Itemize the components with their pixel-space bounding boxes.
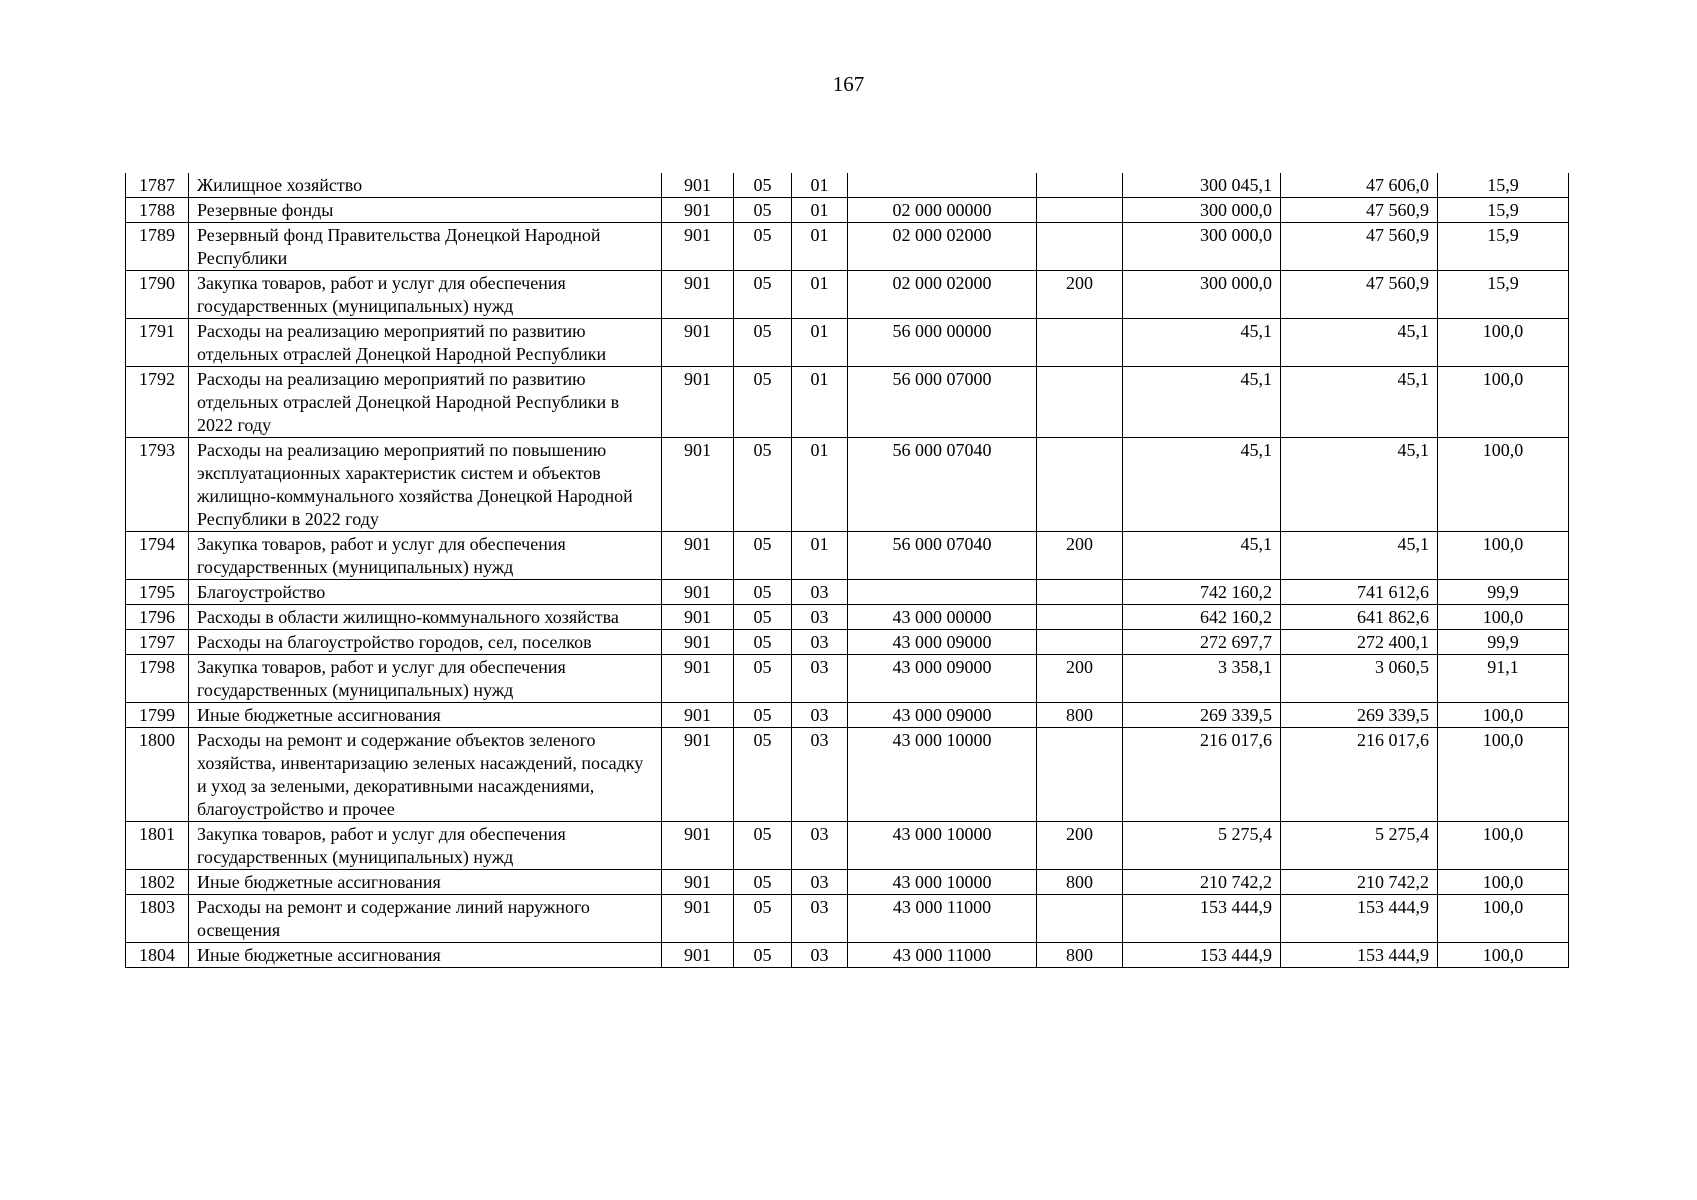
table-row bbox=[126, 438, 1569, 532]
expense-name-cell: Расходы на реализацию мероприятий по развитию отдельных отраслей Донецкой Народной Республики bbox=[189, 319, 662, 367]
expense-name-cell: Закупка товаров, работ и услуг для обеспечения государственных (муниципальных) нужд bbox=[189, 655, 662, 703]
actual-amount-cell: 45,1 bbox=[1281, 367, 1438, 438]
section-code-cell: 05 bbox=[734, 870, 792, 895]
row-number-cell: 1790 bbox=[126, 271, 189, 319]
expense-name-cell: Закупка товаров, работ и услуг для обеспечения государственных (муниципальных) нужд bbox=[189, 822, 662, 870]
section-code-cell: 05 bbox=[734, 605, 792, 630]
planned-amount-cell: 300 000,0 bbox=[1123, 198, 1281, 223]
expense-name-cell: Закупка товаров, работ и услуг для обеспечения государственных (муниципальных) нужд bbox=[189, 271, 662, 319]
expense-name-cell: Иные бюджетные ассигнования bbox=[189, 870, 662, 895]
table-row bbox=[126, 655, 1569, 703]
row-number-cell: 1795 bbox=[126, 580, 189, 605]
subsection-code-cell: 03 bbox=[792, 895, 848, 943]
row-number-cell: 1796 bbox=[126, 605, 189, 630]
department-code-cell: 901 bbox=[662, 703, 734, 728]
subsection-code-cell: 03 bbox=[792, 580, 848, 605]
row-number-cell: 1789 bbox=[126, 223, 189, 271]
row-number-cell: 1791 bbox=[126, 319, 189, 367]
actual-amount-cell: 5 275,4 bbox=[1281, 822, 1438, 870]
department-code-cell: 901 bbox=[662, 438, 734, 532]
actual-amount-cell: 210 742,2 bbox=[1281, 870, 1438, 895]
expense-name-cell: Иные бюджетные ассигнования bbox=[189, 943, 662, 968]
planned-amount-cell: 269 339,5 bbox=[1123, 703, 1281, 728]
row-number-cell: 1792 bbox=[126, 367, 189, 438]
row-number-cell: 1798 bbox=[126, 655, 189, 703]
table-row bbox=[126, 173, 1569, 198]
target-article-cell: 56 000 00000 bbox=[848, 319, 1037, 367]
target-article-cell: 43 000 10000 bbox=[848, 870, 1037, 895]
subsection-code-cell: 01 bbox=[792, 319, 848, 367]
department-code-cell: 901 bbox=[662, 728, 734, 822]
execution-percent-cell: 100,0 bbox=[1438, 703, 1569, 728]
section-code-cell: 05 bbox=[734, 728, 792, 822]
target-article-cell: 43 000 10000 bbox=[848, 728, 1037, 822]
target-article-cell: 56 000 07040 bbox=[848, 438, 1037, 532]
section-code-cell: 05 bbox=[734, 223, 792, 271]
section-code-cell: 05 bbox=[734, 532, 792, 580]
table-row bbox=[126, 822, 1569, 870]
row-number-cell: 1799 bbox=[126, 703, 189, 728]
department-code-cell: 901 bbox=[662, 319, 734, 367]
expense-name-cell: Расходы на реализацию мероприятий по развитию отдельных отраслей Донецкой Народной Республики в 2022 году bbox=[189, 367, 662, 438]
subsection-code-cell: 03 bbox=[792, 943, 848, 968]
subsection-code-cell: 01 bbox=[792, 173, 848, 198]
target-article-cell: 43 000 09000 bbox=[848, 703, 1037, 728]
table-row bbox=[126, 319, 1569, 367]
expense-type-cell bbox=[1037, 895, 1123, 943]
section-code-cell: 05 bbox=[734, 173, 792, 198]
table-row bbox=[126, 895, 1569, 943]
department-code-cell: 901 bbox=[662, 271, 734, 319]
planned-amount-cell: 210 742,2 bbox=[1123, 870, 1281, 895]
expense-type-cell bbox=[1037, 223, 1123, 271]
department-code-cell: 901 bbox=[662, 870, 734, 895]
target-article-cell: 43 000 00000 bbox=[848, 605, 1037, 630]
section-code-cell: 05 bbox=[734, 703, 792, 728]
execution-percent-cell: 15,9 bbox=[1438, 223, 1569, 271]
planned-amount-cell: 153 444,9 bbox=[1123, 895, 1281, 943]
department-code-cell: 901 bbox=[662, 532, 734, 580]
expense-name-cell: Закупка товаров, работ и услуг для обеспечения государственных (муниципальных) нужд bbox=[189, 532, 662, 580]
row-number-cell: 1797 bbox=[126, 630, 189, 655]
planned-amount-cell: 216 017,6 bbox=[1123, 728, 1281, 822]
target-article-cell: 02 000 00000 bbox=[848, 198, 1037, 223]
planned-amount-cell: 742 160,2 bbox=[1123, 580, 1281, 605]
execution-percent-cell: 100,0 bbox=[1438, 438, 1569, 532]
execution-percent-cell: 100,0 bbox=[1438, 367, 1569, 438]
department-code-cell: 901 bbox=[662, 822, 734, 870]
budget-table-body bbox=[126, 173, 1569, 968]
row-number-cell: 1802 bbox=[126, 870, 189, 895]
subsection-code-cell: 01 bbox=[792, 198, 848, 223]
expense-type-cell: 200 bbox=[1037, 822, 1123, 870]
actual-amount-cell: 3 060,5 bbox=[1281, 655, 1438, 703]
table-row bbox=[126, 271, 1569, 319]
planned-amount-cell: 642 160,2 bbox=[1123, 605, 1281, 630]
row-number-cell: 1804 bbox=[126, 943, 189, 968]
planned-amount-cell: 153 444,9 bbox=[1123, 943, 1281, 968]
expense-type-cell: 200 bbox=[1037, 655, 1123, 703]
target-article-cell: 56 000 07000 bbox=[848, 367, 1037, 438]
planned-amount-cell: 45,1 bbox=[1123, 367, 1281, 438]
subsection-code-cell: 03 bbox=[792, 822, 848, 870]
actual-amount-cell: 47 560,9 bbox=[1281, 271, 1438, 319]
actual-amount-cell: 641 862,6 bbox=[1281, 605, 1438, 630]
subsection-code-cell: 03 bbox=[792, 870, 848, 895]
actual-amount-cell: 153 444,9 bbox=[1281, 943, 1438, 968]
expense-type-cell: 200 bbox=[1037, 271, 1123, 319]
planned-amount-cell: 45,1 bbox=[1123, 319, 1281, 367]
subsection-code-cell: 01 bbox=[792, 223, 848, 271]
expense-type-cell bbox=[1037, 605, 1123, 630]
subsection-code-cell: 01 bbox=[792, 271, 848, 319]
expense-name-cell: Резервные фонды bbox=[189, 198, 662, 223]
subsection-code-cell: 01 bbox=[792, 367, 848, 438]
expense-name-cell: Резервный фонд Правительства Донецкой Народной Республики bbox=[189, 223, 662, 271]
section-code-cell: 05 bbox=[734, 895, 792, 943]
subsection-code-cell: 03 bbox=[792, 630, 848, 655]
table-row bbox=[126, 630, 1569, 655]
expense-name-cell: Расходы на благоустройство городов, сел, поселков bbox=[189, 630, 662, 655]
subsection-code-cell: 03 bbox=[792, 728, 848, 822]
execution-percent-cell: 99,9 bbox=[1438, 580, 1569, 605]
table-row bbox=[126, 532, 1569, 580]
table-row bbox=[126, 703, 1569, 728]
actual-amount-cell: 153 444,9 bbox=[1281, 895, 1438, 943]
actual-amount-cell: 269 339,5 bbox=[1281, 703, 1438, 728]
planned-amount-cell: 45,1 bbox=[1123, 532, 1281, 580]
planned-amount-cell: 45,1 bbox=[1123, 438, 1281, 532]
target-article-cell bbox=[848, 173, 1037, 198]
expense-name-cell: Жилищное хозяйство bbox=[189, 173, 662, 198]
department-code-cell: 901 bbox=[662, 198, 734, 223]
actual-amount-cell: 47 606,0 bbox=[1281, 173, 1438, 198]
expense-type-cell bbox=[1037, 630, 1123, 655]
table-row bbox=[126, 367, 1569, 438]
section-code-cell: 05 bbox=[734, 943, 792, 968]
planned-amount-cell: 5 275,4 bbox=[1123, 822, 1281, 870]
table-row bbox=[126, 198, 1569, 223]
row-number-cell: 1793 bbox=[126, 438, 189, 532]
department-code-cell: 901 bbox=[662, 580, 734, 605]
expense-type-cell bbox=[1037, 173, 1123, 198]
expense-name-cell: Расходы в области жилищно-коммунального хозяйства bbox=[189, 605, 662, 630]
target-article-cell: 56 000 07040 bbox=[848, 532, 1037, 580]
table-row bbox=[126, 223, 1569, 271]
planned-amount-cell: 272 697,7 bbox=[1123, 630, 1281, 655]
department-code-cell: 901 bbox=[662, 943, 734, 968]
actual-amount-cell: 216 017,6 bbox=[1281, 728, 1438, 822]
department-code-cell: 901 bbox=[662, 223, 734, 271]
row-number-cell: 1801 bbox=[126, 822, 189, 870]
table-row bbox=[126, 605, 1569, 630]
row-number-cell: 1788 bbox=[126, 198, 189, 223]
target-article-cell: 43 000 11000 bbox=[848, 943, 1037, 968]
department-code-cell: 901 bbox=[662, 655, 734, 703]
execution-percent-cell: 100,0 bbox=[1438, 895, 1569, 943]
expense-type-cell: 800 bbox=[1037, 943, 1123, 968]
target-article-cell: 43 000 09000 bbox=[848, 655, 1037, 703]
section-code-cell: 05 bbox=[734, 367, 792, 438]
expense-name-cell: Расходы на ремонт и содержание объектов зеленого хозяйства, инвентаризацию зеленых насаждений, посадку и уход за зелеными, декоративными насаждениями, благоустройство и прочее bbox=[189, 728, 662, 822]
target-article-cell bbox=[848, 580, 1037, 605]
execution-percent-cell: 91,1 bbox=[1438, 655, 1569, 703]
execution-percent-cell: 100,0 bbox=[1438, 532, 1569, 580]
planned-amount-cell: 3 358,1 bbox=[1123, 655, 1281, 703]
execution-percent-cell: 100,0 bbox=[1438, 319, 1569, 367]
target-article-cell: 43 000 09000 bbox=[848, 630, 1037, 655]
subsection-code-cell: 03 bbox=[792, 703, 848, 728]
subsection-code-cell: 01 bbox=[792, 532, 848, 580]
actual-amount-cell: 47 560,9 bbox=[1281, 223, 1438, 271]
expense-type-cell: 200 bbox=[1037, 532, 1123, 580]
department-code-cell: 901 bbox=[662, 367, 734, 438]
department-code-cell: 901 bbox=[662, 173, 734, 198]
actual-amount-cell: 45,1 bbox=[1281, 438, 1438, 532]
expense-name-cell: Расходы на реализацию мероприятий по повышению эксплуатационных характеристик систем и объектов жилищно-коммунального хозяйства Донецкой Народной Республики в 2022 году bbox=[189, 438, 662, 532]
table-row bbox=[126, 580, 1569, 605]
subsection-code-cell: 03 bbox=[792, 655, 848, 703]
execution-percent-cell: 100,0 bbox=[1438, 870, 1569, 895]
target-article-cell: 02 000 02000 bbox=[848, 223, 1037, 271]
section-code-cell: 05 bbox=[734, 319, 792, 367]
execution-percent-cell: 15,9 bbox=[1438, 173, 1569, 198]
expense-type-cell bbox=[1037, 728, 1123, 822]
actual-amount-cell: 45,1 bbox=[1281, 319, 1438, 367]
expense-type-cell bbox=[1037, 198, 1123, 223]
target-article-cell: 43 000 10000 bbox=[848, 822, 1037, 870]
section-code-cell: 05 bbox=[734, 438, 792, 532]
department-code-cell: 901 bbox=[662, 605, 734, 630]
expense-name-cell: Иные бюджетные ассигнования bbox=[189, 703, 662, 728]
expense-name-cell: Благоустройство bbox=[189, 580, 662, 605]
target-article-cell: 43 000 11000 bbox=[848, 895, 1037, 943]
row-number-cell: 1800 bbox=[126, 728, 189, 822]
execution-percent-cell: 100,0 bbox=[1438, 728, 1569, 822]
row-number-cell: 1794 bbox=[126, 532, 189, 580]
actual-amount-cell: 741 612,6 bbox=[1281, 580, 1438, 605]
department-code-cell: 901 bbox=[662, 895, 734, 943]
section-code-cell: 05 bbox=[734, 198, 792, 223]
table-row bbox=[126, 728, 1569, 822]
expense-name-cell: Расходы на ремонт и содержание линий наружного освещения bbox=[189, 895, 662, 943]
execution-percent-cell: 15,9 bbox=[1438, 271, 1569, 319]
table-row bbox=[126, 870, 1569, 895]
subsection-code-cell: 01 bbox=[792, 438, 848, 532]
section-code-cell: 05 bbox=[734, 580, 792, 605]
expense-type-cell bbox=[1037, 319, 1123, 367]
expense-type-cell bbox=[1037, 438, 1123, 532]
department-code-cell: 901 bbox=[662, 630, 734, 655]
execution-percent-cell: 15,9 bbox=[1438, 198, 1569, 223]
budget-table bbox=[125, 173, 1569, 968]
section-code-cell: 05 bbox=[734, 655, 792, 703]
row-number-cell: 1787 bbox=[126, 173, 189, 198]
expense-type-cell bbox=[1037, 367, 1123, 438]
expense-type-cell: 800 bbox=[1037, 703, 1123, 728]
execution-percent-cell: 99,9 bbox=[1438, 630, 1569, 655]
execution-percent-cell: 100,0 bbox=[1438, 605, 1569, 630]
planned-amount-cell: 300 045,1 bbox=[1123, 173, 1281, 198]
actual-amount-cell: 45,1 bbox=[1281, 532, 1438, 580]
page-number: 167 bbox=[832, 72, 865, 96]
expense-type-cell bbox=[1037, 580, 1123, 605]
planned-amount-cell: 300 000,0 bbox=[1123, 271, 1281, 319]
execution-percent-cell: 100,0 bbox=[1438, 822, 1569, 870]
section-code-cell: 05 bbox=[734, 822, 792, 870]
execution-percent-cell: 100,0 bbox=[1438, 943, 1569, 968]
target-article-cell: 02 000 02000 bbox=[848, 271, 1037, 319]
table-row bbox=[126, 943, 1569, 968]
section-code-cell: 05 bbox=[734, 271, 792, 319]
row-number-cell: 1803 bbox=[126, 895, 189, 943]
planned-amount-cell: 300 000,0 bbox=[1123, 223, 1281, 271]
section-code-cell: 05 bbox=[734, 630, 792, 655]
actual-amount-cell: 47 560,9 bbox=[1281, 198, 1438, 223]
actual-amount-cell: 272 400,1 bbox=[1281, 630, 1438, 655]
expense-type-cell: 800 bbox=[1037, 870, 1123, 895]
subsection-code-cell: 03 bbox=[792, 605, 848, 630]
